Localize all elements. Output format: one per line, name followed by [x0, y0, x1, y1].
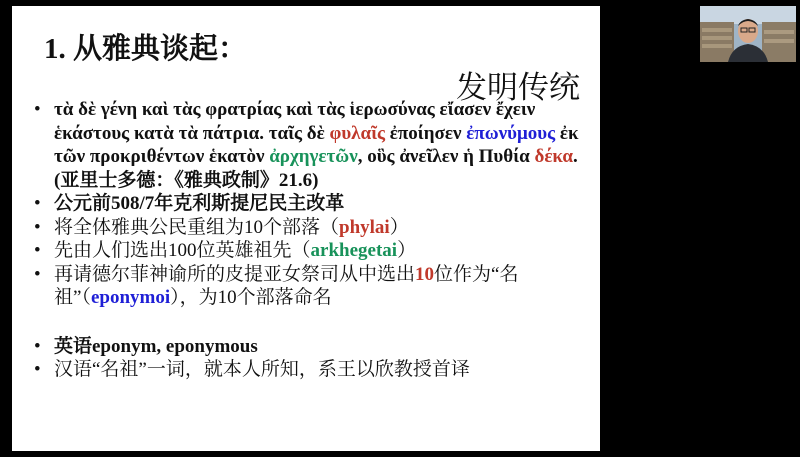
bullet-phylai-text: 将全体雅典公民重组为10个部落（ [54, 216, 340, 238]
bullet-english [32, 335, 587, 359]
bullet-phylai-close: ） [389, 216, 409, 238]
citation: . (亚里士多德：《雅典政制》21.6) [54, 146, 578, 191]
bullet-eponymoi-text: 再请德尔菲神谕所的皮提亚女祭司从中选出 [54, 263, 416, 285]
term-arkhegetai: arkhegetai [310, 240, 398, 261]
greek-text-2: ἐποίησεν [385, 122, 467, 144]
number-ten: 10 [415, 263, 435, 285]
term-phylai: phylai [339, 216, 390, 238]
bullet-eponymoi [32, 263, 587, 310]
bullet-chinese [32, 358, 587, 382]
bullet-dot: • [34, 216, 41, 238]
greek-text-1: τὰ δὲ γένη καὶ τὰς φρατρίας καὶ τὰς ἱερωσύνας εἴασεν ἔχειν ἑκάστους κατὰ τὰ πάτρια. ταῖς δὲ [54, 99, 536, 144]
bullet-arkhegetai-close: ） [397, 240, 417, 261]
bullet-reform-text: 公元前508/7年克利斯提尼民主改革 [54, 193, 345, 214]
bullet-eponymoi-close: ），为10个部落命名 [170, 287, 332, 308]
bullet-dot: • [34, 263, 41, 285]
greek-text-4: , οὓς ἀνεῖλεν ἡ Πυθία [357, 146, 535, 167]
bullet-list [32, 98, 587, 382]
bullet-eponymoi-mid: 位作为“名祖”（ [54, 263, 519, 308]
bullet-dot: • [34, 335, 41, 357]
greek-term-phylais: φυλαῖς [329, 122, 386, 144]
greek-term-deka: δέκα [534, 146, 574, 167]
greek-term-archegeton: ἀρχηγετῶν [269, 146, 358, 167]
bullet-dot: • [34, 240, 41, 261]
presentation-slide [12, 6, 600, 451]
bullet-phylai [32, 216, 587, 240]
slide-title: 1. 从雅典谈起： [44, 33, 248, 65]
bullet-greek-quote [32, 98, 587, 192]
term-eponymoi: eponymoi [90, 287, 171, 308]
greek-term-eponymous: ἐπωνύμους [466, 122, 556, 144]
slide-subtitle: 发明传统 [456, 70, 580, 105]
webcam-video-feed[interactable] [700, 6, 796, 62]
greek-text-3: ἐκ τῶν προκριθέντων ἑκατὸν [54, 122, 579, 167]
bullet-dot: • [34, 193, 41, 214]
bullet-english-text: 英语eponym, eponymous [54, 335, 258, 357]
spacer [32, 310, 587, 335]
bullet-arkhegetai [32, 239, 587, 263]
bullet-arkhegetai-text: 先由人们选出100位英雄祖先（ [54, 240, 311, 261]
bullet-dot: • [34, 99, 41, 120]
speaker-video-image [700, 6, 796, 62]
bullet-reform [32, 192, 587, 216]
bullet-chinese-text: 汉语“名祖”一词，就本人所知，系王以欣教授首译 [54, 359, 470, 380]
bullet-dot: • [34, 359, 41, 380]
